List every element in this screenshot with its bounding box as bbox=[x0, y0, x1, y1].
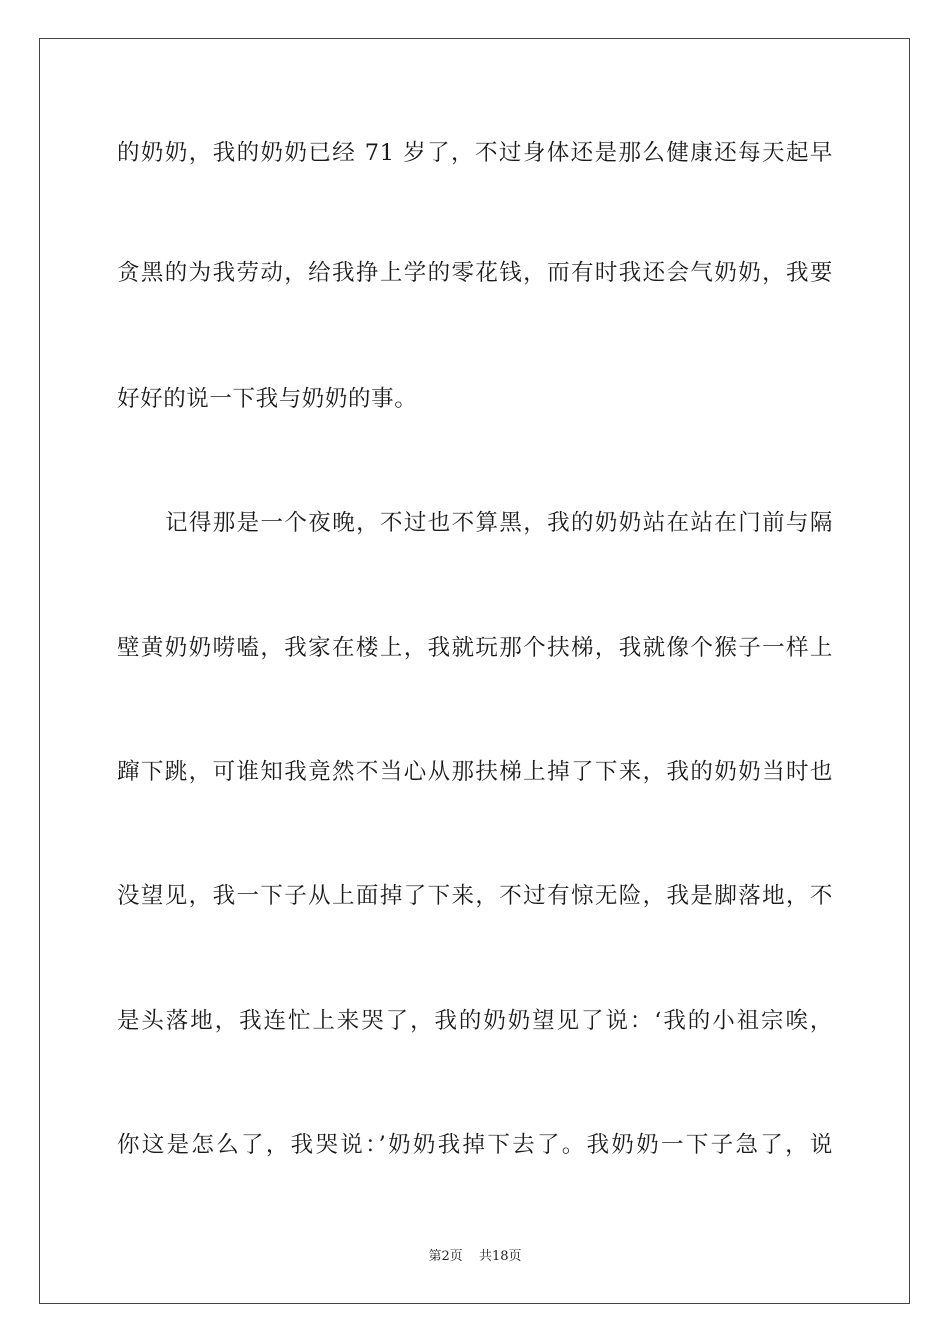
body-line-2: 贪黑的为我劳动，给我挣上学的零花钱，而有时我还会气奶奶，我要 bbox=[117, 260, 833, 286]
body-line-5: 壁黄奶奶唠嗑，我家在楼上，我就玩那个扶梯，我就像个猴子一样上 bbox=[117, 635, 833, 661]
page-total: 共18页 bbox=[478, 1249, 522, 1264]
body-line-1: 的奶奶，我的奶奶已经 71 岁了，不过身体还是那么健康还每天起早 bbox=[117, 140, 833, 166]
page-number: 第2页 bbox=[428, 1249, 463, 1264]
body-line-3: 好好的说一下我与奶奶的事。 bbox=[117, 386, 418, 412]
body-line-7: 没望见，我一下子从上面掉了下来，不过有惊无险，我是脚落地，不 bbox=[117, 883, 833, 909]
body-line-8: 是头落地，我连忙上来哭了，我的奶奶望见了说：‘我的小祖宗唉， bbox=[117, 1008, 833, 1034]
body-line-9: 你这是怎么了，我哭说：’奶奶我掉下去了。我奶奶一下子急了，说 bbox=[117, 1132, 833, 1158]
page-footer bbox=[0, 1248, 950, 1266]
body-line-6: 蹿下跳，可谁知我竟然不当心从那扶梯上掉了下来，我的奶奶当时也 bbox=[117, 759, 833, 785]
page-border bbox=[39, 38, 910, 1304]
body-line-4: 记得那是一个夜晚，不过也不算黑，我的奶奶站在站在门前与隔 bbox=[165, 510, 833, 536]
